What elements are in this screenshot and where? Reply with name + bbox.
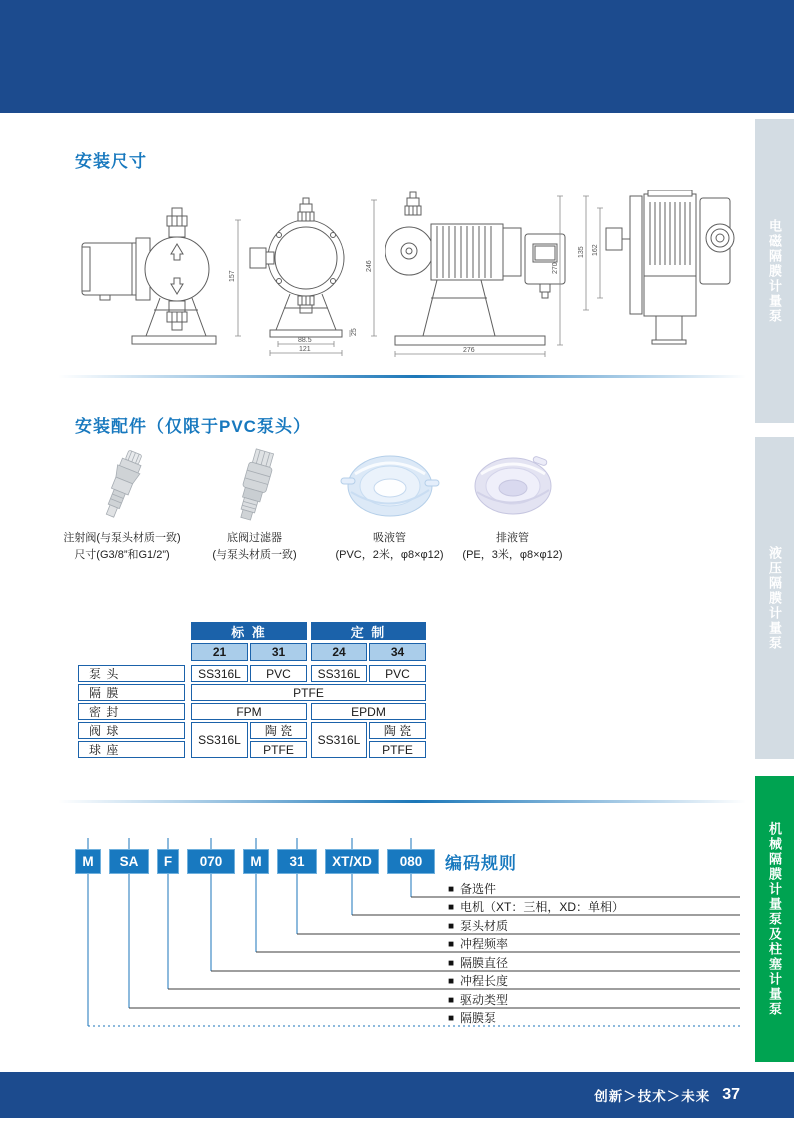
- code-item-label: 冲程长度: [460, 974, 509, 988]
- code-box-xt-xd: XT/XD: [325, 849, 379, 874]
- dim-162: 162: [592, 244, 599, 256]
- accessory-spec: (PVC，2米，φ8×φ12): [335, 548, 444, 561]
- code-box-m1: M: [75, 849, 101, 874]
- square-bullet-icon: ■: [448, 1013, 455, 1024]
- square-bullet-icon: ■: [448, 902, 455, 913]
- cell-pump-head-34: PVC: [369, 665, 426, 682]
- cell-ball-seat-31: PTFE: [250, 741, 307, 758]
- dim-246: 246: [366, 260, 373, 272]
- section-title-installation-dimensions: 安装尺寸: [75, 152, 147, 171]
- section-separator: [58, 800, 746, 803]
- accessory-spec: (PE，3米，φ8×φ12): [462, 548, 563, 561]
- square-bullet-icon: ■: [448, 995, 455, 1006]
- dim-25: 25: [351, 328, 358, 336]
- page-number: 37: [722, 1086, 740, 1103]
- footer-slogan: 创新＞技术＞未来: [594, 1089, 711, 1104]
- accessory-spec: (与泵头材质一致): [212, 548, 297, 561]
- code-item-label: 泵头材质: [460, 919, 509, 933]
- row-label-ball-seat: 球 座: [78, 741, 185, 758]
- materials-table: [78, 622, 428, 759]
- cell-pump-head-31: PVC: [250, 665, 307, 682]
- dim-270: 270: [552, 262, 559, 274]
- cell-diaphragm-all: PTFE: [191, 684, 426, 701]
- pump-drawing-front-view: [228, 190, 383, 358]
- code-item-diaphragm-diameter: [448, 955, 508, 971]
- code-item-label: 冲程频率: [460, 937, 509, 951]
- pump-drawing-rear-view: [578, 190, 743, 345]
- square-bullet-icon: ■: [448, 976, 455, 987]
- code-box-m2: M: [243, 849, 269, 874]
- table-code-24: 24: [311, 643, 367, 661]
- row-label-diaphragm: 隔 膜: [78, 684, 185, 701]
- code-item-drive-type: [448, 992, 508, 1008]
- accessory-suction-tube: [322, 445, 457, 563]
- foot-valve-filter-photo: [192, 445, 317, 527]
- accessory-name: 注射阀(与泵头材质一致): [63, 532, 181, 544]
- row-label-valve-ball: 阀 球: [78, 722, 185, 739]
- code-box-080: 080: [387, 849, 435, 874]
- accessory-injection-valve: [52, 445, 192, 563]
- cell-ball-seat-34: PTFE: [369, 741, 426, 758]
- cell-ball-seat-21: SS316L: [191, 722, 248, 758]
- pump-drawing-motor-side-view: [80, 198, 220, 348]
- code-box-f: F: [157, 849, 179, 874]
- code-item-stroke-frequency: [448, 936, 508, 952]
- discharge-tube-photo: [450, 445, 575, 527]
- row-label-seal: 密 封: [78, 703, 185, 720]
- pump-drawing-length-side-view: [385, 188, 570, 360]
- accessory-name: 排液管: [496, 532, 529, 544]
- dim-135: 135: [578, 246, 585, 258]
- sidebar-tab-hydraulic-diaphragm-pump[interactable]: 液压隔膜计量泵: [755, 437, 794, 759]
- square-bullet-icon: ■: [448, 958, 455, 969]
- dim-276: 276: [463, 347, 475, 354]
- injection-valve-photo: [52, 445, 192, 527]
- code-item-label: 隔膜泵: [460, 1011, 497, 1025]
- cell-seal-custom: EPDM: [311, 703, 426, 720]
- code-item-stroke-length: [448, 973, 508, 989]
- code-item-diaphragm-pump: [448, 1010, 496, 1026]
- code-item-options: [448, 881, 496, 897]
- cell-pump-head-24: SS316L: [311, 665, 367, 682]
- square-bullet-icon: ■: [448, 884, 455, 895]
- cell-seal-standard: FPM: [191, 703, 307, 720]
- accessory-foot-valve: [192, 445, 317, 563]
- section-title-accessories: 安装配件（仅限于PVC泵头）: [75, 417, 311, 436]
- cell-pump-head-21: SS316L: [191, 665, 248, 682]
- footer-band: [0, 1072, 794, 1118]
- coding-rules-diagram: [75, 838, 740, 1038]
- code-item-label: 备选件: [460, 882, 497, 896]
- code-box-sa: SA: [109, 849, 149, 874]
- accessory-name: 吸液管: [373, 532, 406, 544]
- section-title-coding-rules: 编码规则: [445, 854, 517, 873]
- table-code-31: 31: [250, 643, 307, 661]
- section-separator: [58, 375, 746, 378]
- code-box-31: 31: [277, 849, 317, 874]
- accessory-name: 底阀过滤器: [227, 532, 282, 544]
- square-bullet-icon: ■: [448, 939, 455, 950]
- code-item-head-material: [448, 918, 508, 934]
- table-code-21: 21: [191, 643, 248, 661]
- code-item-label: 隔膜直径: [460, 956, 509, 970]
- table-code-34: 34: [369, 643, 426, 661]
- dim-121: 121: [299, 346, 311, 353]
- square-bullet-icon: ■: [448, 921, 455, 932]
- cell-valve-ball-34: 陶 瓷: [369, 722, 426, 739]
- sidebar-tab-mechanical-diaphragm-plunger-pump[interactable]: 机械隔膜计量泵及柱塞计量泵: [755, 776, 794, 1062]
- sidebar-tab-solenoid-diaphragm-pump[interactable]: 电磁隔膜计量泵: [755, 119, 794, 423]
- table-header-custom: 定 制: [311, 622, 426, 640]
- accessory-discharge-tube: [450, 445, 575, 563]
- cell-ball-seat-24: SS316L: [311, 722, 367, 758]
- dim-157: 157: [229, 270, 236, 282]
- code-item-motor: [448, 899, 624, 915]
- code-item-label: 驱动类型: [460, 993, 509, 1007]
- accessory-spec: 尺寸(G3/8”和G1/2”): [74, 548, 170, 561]
- table-header-standard: 标 准: [191, 622, 307, 640]
- header-band: [0, 0, 794, 113]
- suction-tube-photo: [322, 445, 457, 527]
- dim-88-5: 88.5: [298, 337, 312, 344]
- cell-valve-ball-31: 陶 瓷: [250, 722, 307, 739]
- code-box-070: 070: [187, 849, 235, 874]
- row-label-pump-head: 泵 头: [78, 665, 185, 682]
- code-item-label: 电机（XT：三相，XD：单相）: [460, 900, 625, 914]
